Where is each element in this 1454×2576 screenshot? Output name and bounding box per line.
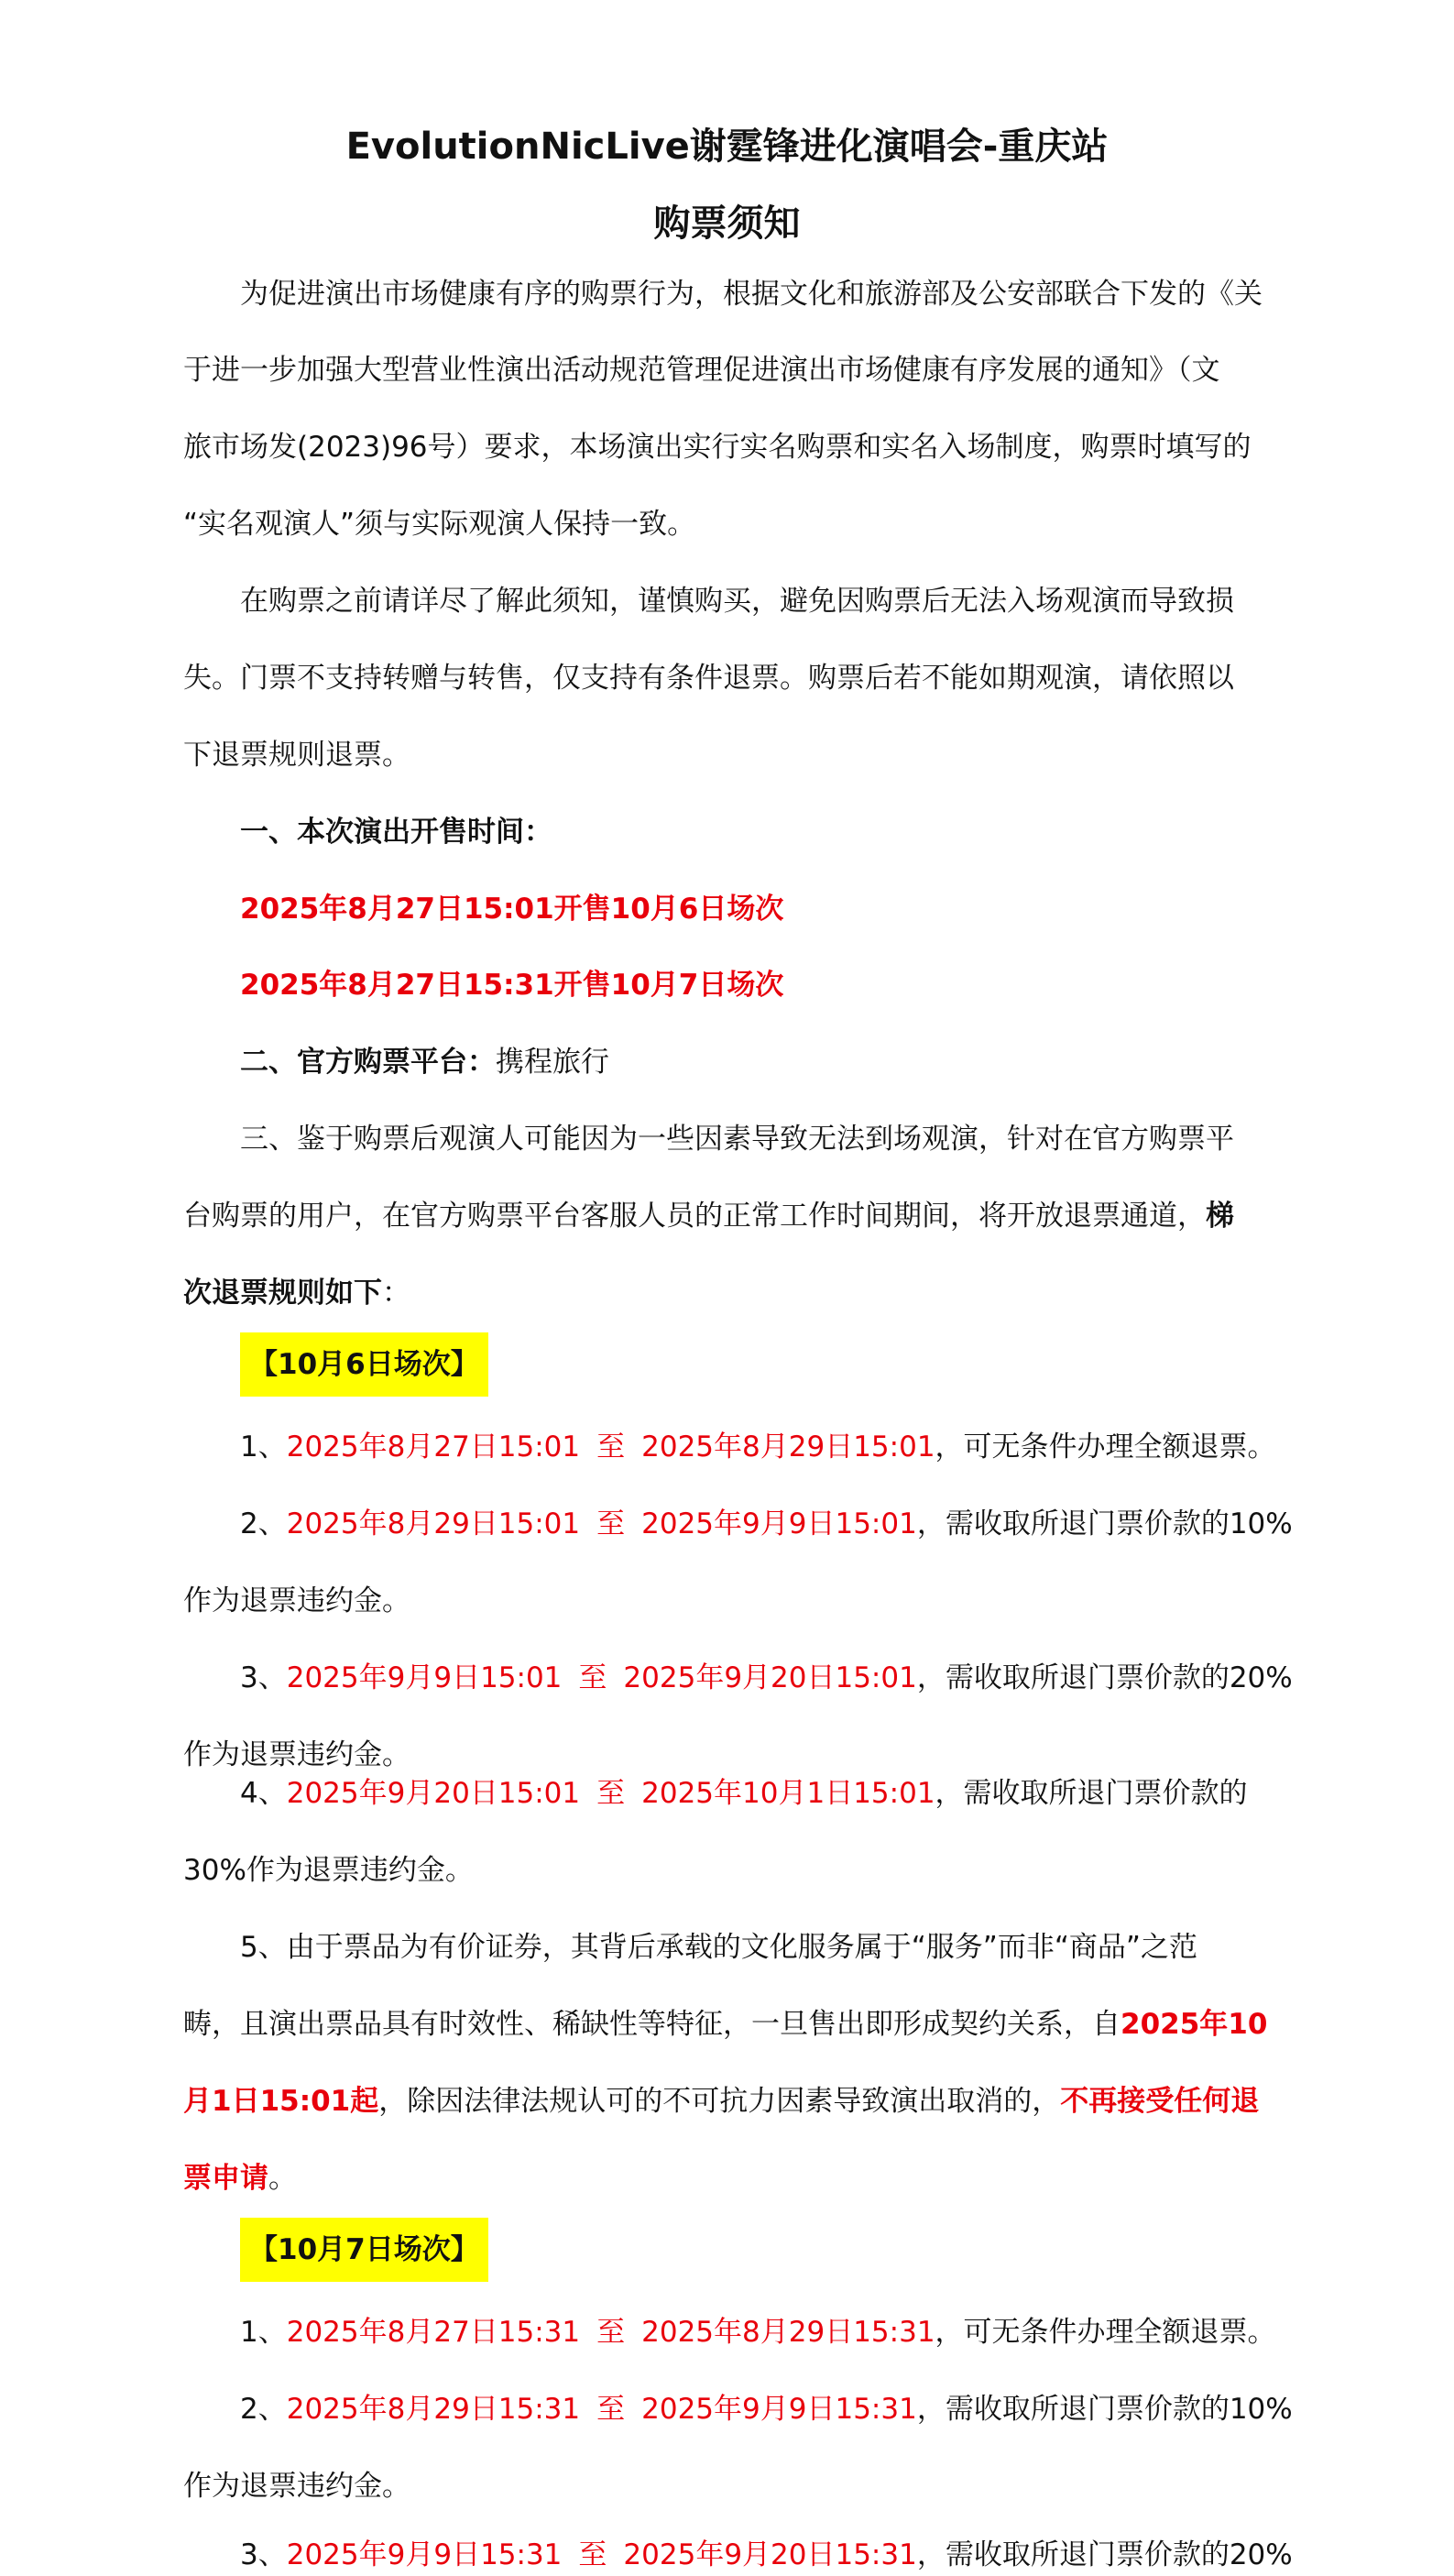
notice-line: 在购票之前请详尽了解此须知，谨慎购买，避免因购票后无法入场观演而导致损: [240, 585, 1234, 618]
rule-text: ，需收取所退门票价款的: [935, 1777, 1248, 1810]
refund-rule: [240, 1775, 1248, 1812]
refund-rule-5: 5、由于票品为有价证券，其背后承载的文化服务属于“服务”而非“商品”之范: [240, 1931, 1197, 1964]
rule-number: 1、: [240, 1431, 287, 1463]
rule-text: ，除因法律法规认可的不可抗力因素导致演出取消的，: [378, 2085, 1061, 2118]
rule-text: 畴，且演出票品具有时效性、稀缺性等特征，一旦售出即形成契约关系，自: [183, 2008, 1121, 2041]
session-label-oct7: 【10月7日场次】: [240, 2218, 488, 2282]
rule-end-time: 2025年9月9日15:31: [641, 2393, 917, 2426]
rule-text: ，需收取所退门票价款的10%: [916, 2393, 1293, 2426]
section3-text: 台购票的用户，在官方购票平台客服人员的正常工作时间期间，将开放退票通道，: [183, 1200, 1206, 1233]
sale-time: 2025年8月27日15:31开售10月7日场次: [240, 969, 784, 1002]
refund-rule: [240, 2314, 1276, 2351]
rule-text: ，可无条件办理全额退票。: [935, 2316, 1276, 2349]
refund-rule-continued: 30%作为退票违约金。: [183, 1854, 474, 1887]
rule-end-time: 2025年8月29日15:31: [641, 2316, 935, 2349]
refund-rule-5-line: [183, 2160, 297, 2197]
rule-start-time: 2025年9月9日15:01: [286, 1661, 563, 1694]
rule-to: 至: [578, 2538, 607, 2571]
rule-start-time: 2025年9月9日15:31: [286, 2538, 563, 2571]
rule-start-time: 2025年9月20日15:01: [286, 1777, 581, 1810]
rule-text: ，需收取所退门票价款的20%: [916, 2538, 1293, 2571]
refund-rule: [240, 2391, 1293, 2428]
rule-end-time: 2025年10月1日15:01: [641, 1777, 935, 1810]
refund-rule-5-line: [183, 2006, 1267, 2043]
section3-line: 三、鉴于购票后观演人可能因为一些因素导致无法到场观演，针对在官方购票平: [240, 1123, 1234, 1156]
notice-line: 下退票规则退票。: [183, 739, 410, 772]
rule-start-time: 2025年8月29日15:01: [286, 1507, 581, 1540]
rule-end-time: 2025年9月9日15:01: [641, 1507, 917, 1540]
section-platform: [240, 1044, 609, 1080]
rule-number: 2、: [240, 2393, 287, 2426]
rule-text: 。: [268, 2162, 297, 2195]
refund-rule: [240, 1506, 1293, 1542]
rule-to: 至: [596, 1431, 626, 1463]
section3-line: [183, 1275, 410, 1311]
rule-to: 至: [596, 1507, 626, 1540]
rule-end-time: 2025年8月29日15:01: [641, 1431, 935, 1463]
rule-deadline: 月1日15:01起: [183, 2085, 379, 2118]
rule-start-time: 2025年8月29日15:31: [286, 2393, 581, 2426]
rule-warning: 不再接受任何退: [1060, 2085, 1260, 2118]
session-label-oct6: 【10月6日场次】: [240, 1332, 488, 1397]
refund-rule-continued: 作为退票违约金。: [183, 1584, 410, 1617]
rule-text: ，需收取所退门票价款的10%: [916, 1507, 1293, 1540]
rule-text: ，可无条件办理全额退票。: [935, 1431, 1276, 1463]
section-heading-sale-time: 一、本次演出开售时间：: [240, 816, 552, 849]
section3-bold-text: 次退票规则如下: [183, 1277, 382, 1310]
rule-start-time: 2025年8月27日15:01: [286, 1431, 581, 1463]
section-heading-platform: 二、官方购票平台：: [240, 1046, 496, 1079]
rule-number: 3、: [240, 2538, 287, 2571]
refund-rule-continued: 作为退票违约金。: [183, 1738, 410, 1771]
rule-deadline: 2025年10: [1121, 2008, 1268, 2041]
rule-number: 1、: [240, 2316, 287, 2349]
rule-warning: 票申请: [183, 2162, 268, 2195]
rule-end-time: 2025年9月20日15:01: [623, 1661, 917, 1694]
notice-line: 失。门票不支持转赠与转售，仅支持有条件退票。购票后若不能如期观演，请依照以: [183, 662, 1234, 695]
refund-rule: [240, 2537, 1293, 2573]
rule-number: 4、: [240, 1777, 287, 1810]
rule-to: 至: [596, 2316, 626, 2349]
rule-number: 3、: [240, 1661, 287, 1694]
section3-line: [183, 1198, 1234, 1234]
page-subtitle: 购票须知: [653, 203, 801, 245]
refund-rule: [240, 1429, 1276, 1465]
rule-to: 至: [596, 2393, 626, 2426]
page-title: EvolutionNicLive谢霆锋进化演唱会-重庆站: [345, 126, 1109, 168]
rule-number: 2、: [240, 1507, 287, 1540]
intro-line: 为促进演出市场健康有序的购票行为，根据文化和旅游部及公安部联合下发的《关: [240, 278, 1263, 311]
intro-line: 于进一步加强大型营业性演出活动规范管理促进演出市场健康有序发展的通知》（文: [183, 354, 1220, 387]
section3-text: ：: [382, 1277, 410, 1310]
rule-start-time: 2025年8月27日15:31: [286, 2316, 581, 2349]
section3-bold-text: 梯: [1206, 1200, 1234, 1233]
refund-rule-5-line: [183, 2083, 1259, 2120]
sale-time: 2025年8月27日15:01开售10月6日场次: [240, 893, 784, 926]
refund-rule: [240, 1660, 1293, 1696]
platform-name: 携程旅行: [496, 1046, 609, 1079]
intro-line: “实名观演人”须与实际观演人保持一致。: [183, 508, 696, 541]
rule-to: 至: [596, 1777, 626, 1810]
refund-rule-continued: 作为退票违约金。: [183, 2470, 410, 2503]
rule-to: 至: [578, 1661, 607, 1694]
rule-text: ，需收取所退门票价款的20%: [916, 1661, 1293, 1694]
intro-line: 旅市场发(2023)96号）要求，本场演出实行实名购票和实名入场制度，购票时填写的: [183, 431, 1252, 464]
rule-end-time: 2025年9月20日15:31: [623, 2538, 917, 2571]
